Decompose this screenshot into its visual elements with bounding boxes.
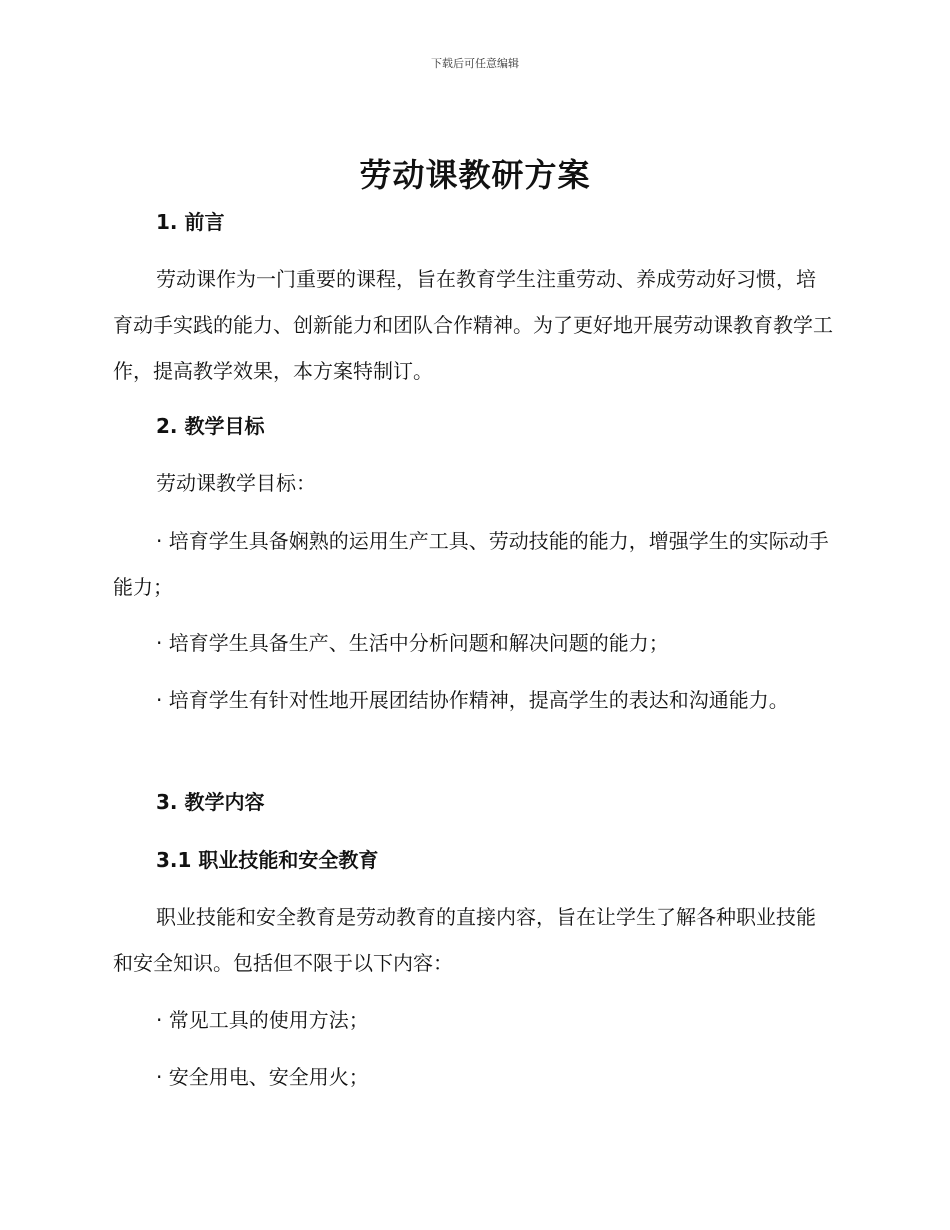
section-3-heading: 3. 教学内容 xyxy=(156,790,265,814)
section-2-bullet-3: · 培育学生有针对性地开展团结协作精神，提高学生的表达和沟通能力。 xyxy=(156,688,789,712)
section-2-bullet-2: · 培育学生具备生产、生活中分析问题和解决问题的能力； xyxy=(156,631,669,655)
section-2-intro: 劳动课教学目标： xyxy=(156,471,316,495)
section-1-heading: 1. 前言 xyxy=(156,210,225,234)
section-3-1-bullet-1: · 常见工具的使用方法； xyxy=(156,1008,369,1032)
section-3-1-heading: 3.1 职业技能和安全教育 xyxy=(156,848,379,872)
section-2-bullet-1: · 培育学生具备娴熟的运用生产工具、劳动技能的能力，增强学生的实际动手能力； xyxy=(113,529,829,599)
section-2-heading: 2. 教学目标 xyxy=(156,414,265,438)
document-title: 劳动课教研方案 xyxy=(359,156,591,194)
section-3-1-bullet-2: · 安全用电、安全用火； xyxy=(156,1065,369,1089)
section-3-1-paragraph: 职业技能和安全教育是劳动教育的直接内容，旨在让学生了解各种职业技能和安全知识。包括但不限于以下内容： xyxy=(113,905,816,975)
section-1-paragraph: 劳动课作为一门重要的课程，旨在教育学生注重劳动、养成劳动好习惯，培育动手实践的能力、创新能力和团队合作精神。为了更好地开展劳动课教育教学工作，提高教学效果，本方案特制订。 xyxy=(113,267,833,383)
header-note: 下载后可任意编辑 xyxy=(431,57,519,70)
